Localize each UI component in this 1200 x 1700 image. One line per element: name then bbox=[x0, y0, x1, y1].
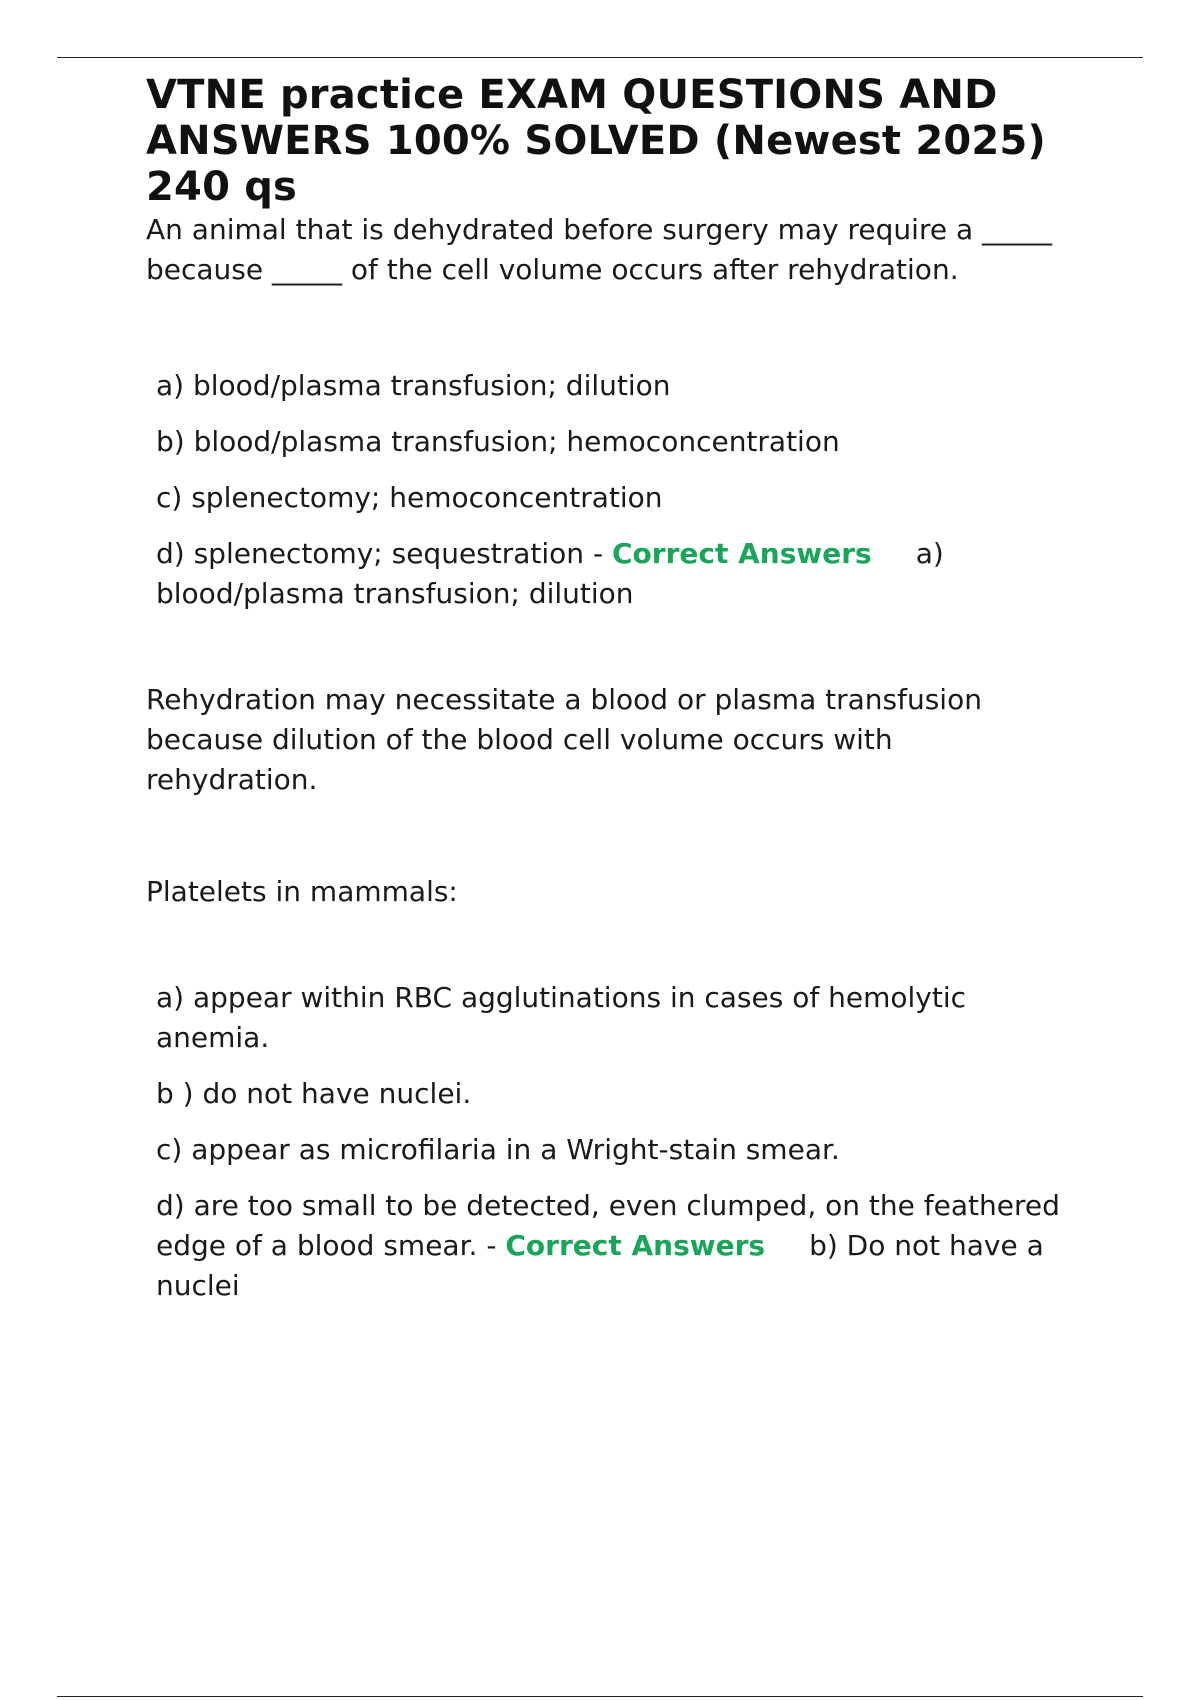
question-1-option-c: c) splenectomy; hemoconcentration bbox=[156, 481, 663, 514]
question-1-answer: a) blood/plasma transfusion; dilution bbox=[156, 537, 944, 610]
question-1-explanation: Rehydration may necessitate a blood or plasma transfusion because dilution of the blood cell volume occurs with rehydration. bbox=[146, 683, 982, 796]
bottom-rule bbox=[57, 1696, 1143, 1697]
correct-answers-label: Correct Answers bbox=[505, 1229, 766, 1262]
question-2-option-a: a) appear within RBC agglutinations in cases of hemolytic anemia. bbox=[156, 981, 967, 1054]
question-1-prompt: An animal that is dehydrated before surgery may require a _____ because _____ of the cell volume occurs after rehydration. bbox=[146, 213, 1053, 286]
question-2-option-b: b ) do not have nuclei. bbox=[156, 1077, 472, 1110]
document-body bbox=[146, 72, 1066, 1306]
question-1-option-d: d) splenectomy; sequestration - bbox=[156, 537, 604, 570]
question-2-answer: b) Do not have a nuclei bbox=[156, 1229, 1044, 1302]
document-title: VTNE practice EXAM QUESTIONS AND ANSWERS 100% SOLVED (Newest 2025) 240 qs bbox=[146, 72, 1046, 210]
question-1-option-b: b) blood/plasma transfusion; hemoconcentration bbox=[156, 425, 840, 458]
top-rule bbox=[57, 57, 1143, 58]
question-1-option-a: a) blood/plasma transfusion; dilution bbox=[156, 369, 671, 402]
question-2-option-c: c) appear as microfilaria in a Wright-stain smear. bbox=[156, 1133, 840, 1166]
question-2-prompt: Platelets in mammals: bbox=[146, 875, 458, 908]
question-2-option-d-with-answer bbox=[146, 1186, 1066, 1306]
question-1-option-d-with-answer bbox=[146, 534, 1066, 614]
question-2-option-d: d) are too small to be detected, even clumped, on the feathered edge of a blood smear. - bbox=[156, 1189, 1060, 1262]
correct-answers-label: Correct Answers bbox=[611, 537, 872, 570]
